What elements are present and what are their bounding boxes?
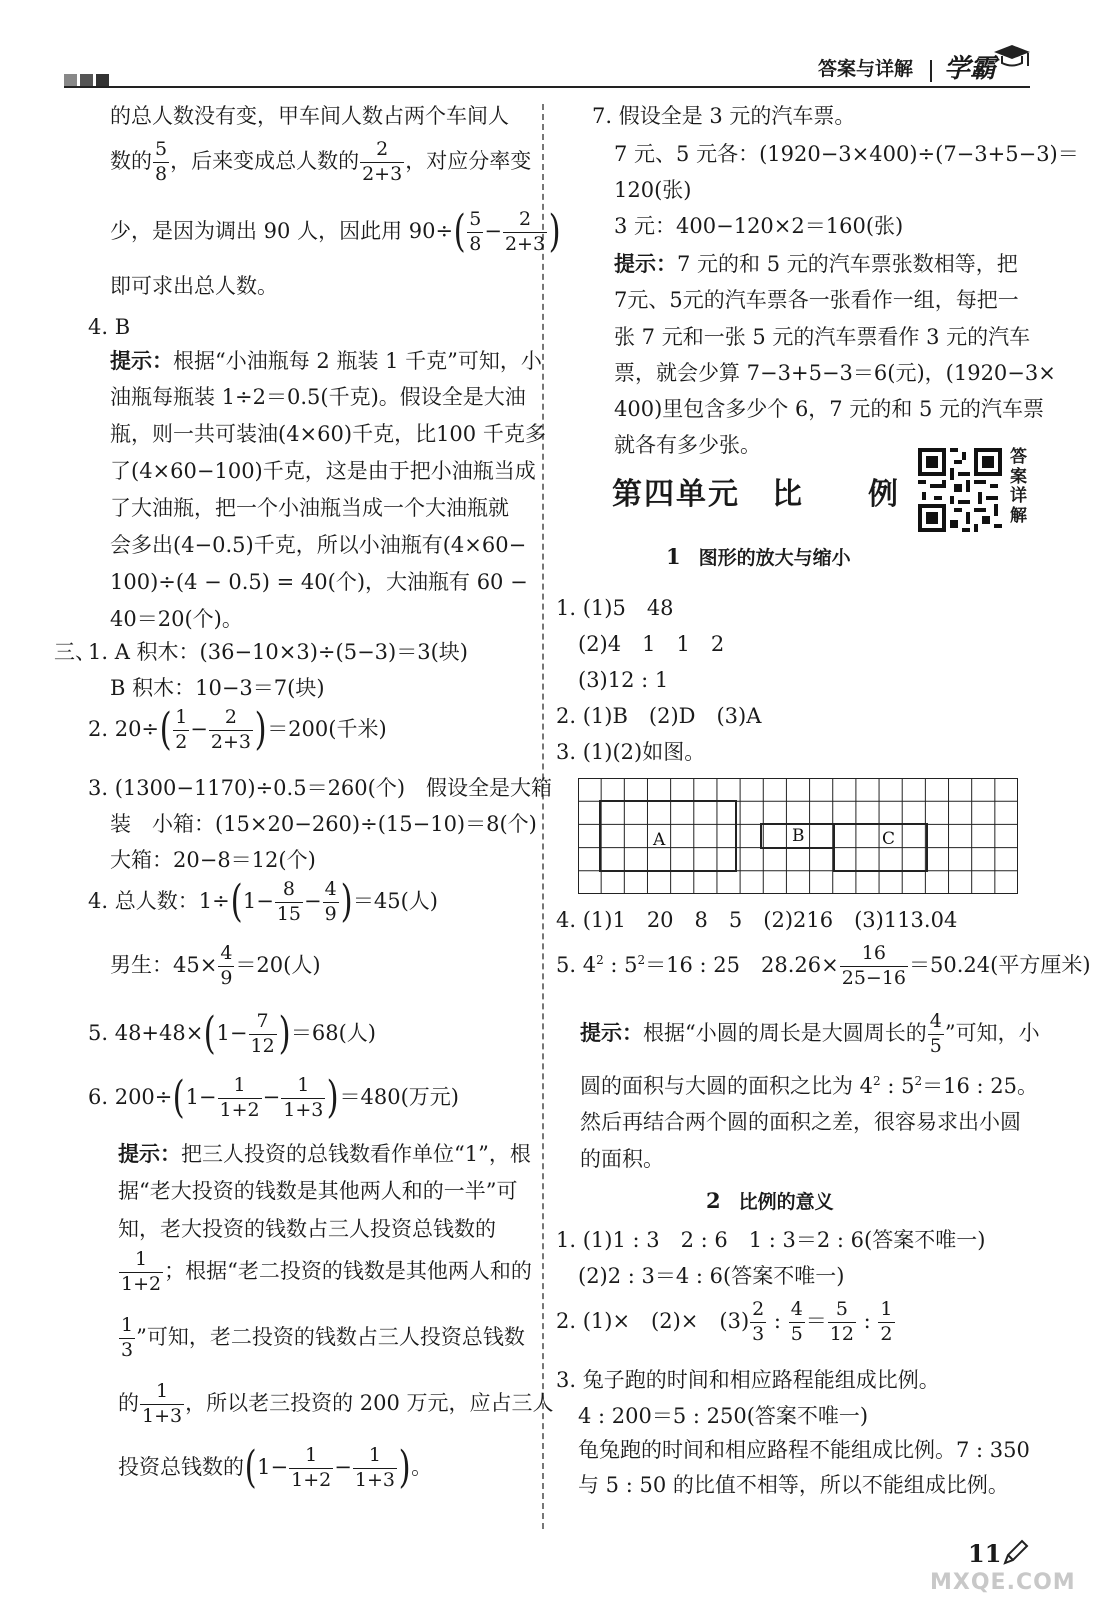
q4-hint-line-5: 了大油瓶，把一个小油瓶当成一个大油瓶就 bbox=[110, 496, 509, 520]
header-brand-text: 答案与详解 bbox=[818, 58, 914, 80]
left-p2: 数的 $\frac{5}{8}$ ，后来变成总人数的 $\frac{2}{2+3}$ ，对应分率变 bbox=[110, 138, 532, 185]
qr-code-icon[interactable] bbox=[918, 448, 1002, 532]
s3-q1-line-2: B 积木：10−3＝7(块) bbox=[110, 676, 325, 700]
section-1-heading: 1 图形的放大与缩小 bbox=[666, 544, 851, 569]
s1-q3: 3. (1)(2)如图。 bbox=[556, 740, 706, 764]
q4-hint-line-7: 100)÷(4 − 0.5) = 40(个)，大油瓶有 60 − bbox=[110, 570, 528, 594]
q4-answer: 4. B bbox=[88, 315, 131, 339]
s1-q1-line-3: (3)12 : 1 bbox=[578, 668, 669, 692]
s3-q4-line-1: 4. 总人数：1÷(1− $\frac{8}{15}$ − $\frac{4}{9}$ )＝45(人) bbox=[88, 876, 438, 928]
left-p4: 即可求出总人数。 bbox=[110, 274, 278, 298]
graduation-cap-icon bbox=[990, 42, 1032, 72]
grid-figure bbox=[578, 778, 1018, 894]
s3-q2: 2. 20÷( $\frac{1}{2}$ − $\frac{2}{2+3}$ )＝200(千米) bbox=[88, 704, 387, 756]
label-B: B bbox=[792, 826, 805, 846]
s1-q1-line-2: (2)4 1 1 2 bbox=[578, 632, 725, 656]
q4-hint-line-8: 40＝20(个)。 bbox=[110, 607, 243, 631]
q7-line-1: 7 元、5 元各：(1920−3×400)÷(7−3+5−3)＝ bbox=[614, 142, 1079, 166]
q4-hint-line-6: 会多出(4−0.5)千克，所以小油瓶有(4×60− bbox=[110, 533, 527, 557]
label-A: A bbox=[653, 830, 666, 850]
q7-hint-line-2: 7元、5元的汽车票各一张看作一组，每把一 bbox=[614, 288, 1019, 312]
s1-q1-line-1: 1. (1)5 48 bbox=[556, 596, 674, 620]
s3-q1-line-1: 1. A 积木：(36−10×3)÷(5−3)＝3(块) bbox=[88, 640, 468, 664]
s2-q1-line-1: 1. (1)1 : 3 2 : 6 1 : 3＝2 : 6(答案不唯一) bbox=[556, 1228, 986, 1252]
s1-q5: 5. $4^2$ : $5^2=16$ : 25 28.26× $\frac{16}{25-16}$ ＝50.24(平方厘米) bbox=[556, 942, 1091, 989]
q4-hint-line-3: 瓶，则一共可装油(4×60)千克，比100 千克多 bbox=[110, 422, 546, 446]
watermark: MXQE.COM bbox=[930, 1570, 1076, 1595]
q5-hint-line-3: 然后再结合两个圆的面积之差，很容易求出小圆 bbox=[580, 1110, 1021, 1134]
q4-hint-line-4: 了(4×60−100)千克，这是由于把小油瓶当成 bbox=[110, 459, 536, 483]
left-p3: 少，是因为调出 90 人，因此用 90÷( $\frac{5}{8}$ − $\frac{2}{2+3}$ ) bbox=[110, 206, 561, 258]
q6-hint-line-7: 投资总钱数的(1− $\frac{1}{1+2}$ − $\frac{1}{1+3}$ )。 bbox=[118, 1442, 433, 1494]
s3-q4-line-2: 男生：45× $\frac{4}{9}$ ＝20(人) bbox=[110, 942, 321, 989]
s1-q2: 2. (1)B (2)D (3)A bbox=[556, 704, 762, 728]
q6-hint-line-1: 提示：把三人投资的总钱数看作单位“1”，根 bbox=[118, 1141, 531, 1166]
q6-hint-line-4: $\frac{1}{1+2}$ ；根据“老二投资的钱数是其他两人和的 bbox=[121, 1248, 532, 1295]
q7-line-3: 3 元：400−120×2＝160(张) bbox=[614, 214, 904, 238]
s3-q3-line-1: 3. (1300−1170)÷0.5＝260(个) 假设全是大箱 bbox=[88, 776, 553, 800]
q7-hint-line-4: 票，就会少算 7−3+5−3＝6(元)，(1920−3× bbox=[614, 361, 1056, 385]
rect-A bbox=[600, 801, 736, 871]
q7-hint-line-5: 400)里包含多少个 6，7 元的和 5 元的汽车票 bbox=[614, 397, 1045, 421]
q6-hint-line-6: 的 $\frac{1}{1+3}$ ，所以老三投资的 200 万元，应占三人 bbox=[118, 1380, 554, 1427]
q5-hint-line-4: 的面积。 bbox=[580, 1147, 664, 1171]
section-2-heading: 2 比例的意义 bbox=[706, 1188, 834, 1213]
q7-hint-line-3: 张 7 元和一张 5 元的汽车票看作 3 元的汽车 bbox=[614, 325, 1031, 349]
header-rule bbox=[64, 86, 1030, 88]
unit-title: 第四单元 比 例 bbox=[612, 477, 900, 512]
q6-hint-line-5: $\frac{1}{3}$ ”可知，老二投资的钱数占三人投资总钱数 bbox=[121, 1314, 525, 1361]
s2-q3-line-3: 龟兔跑的时间和相应路程不能组成比例。7 : 350 bbox=[578, 1438, 1030, 1462]
s3-q3-line-3: 大箱：20−8＝12(个) bbox=[110, 848, 316, 872]
q7-title: 7. 假设全是 3 元的汽车票。 bbox=[592, 104, 856, 128]
q4-hint-line-1: 提示：根据“小油瓶每 2 瓶装 1 千克”可知，小 bbox=[110, 348, 542, 373]
q4-hint-line-2: 油瓶每瓶装 1÷2＝0.5(千克)。假设全是大油 bbox=[110, 385, 526, 409]
left-p1: 的总人数没有变，甲车间人数占两个车间人 bbox=[110, 104, 509, 128]
s2-q1-line-2: (2)2 : 3＝4 : 6(答案不唯一) bbox=[578, 1264, 845, 1288]
q7-hint-line-1: 提示：7 元的和 5 元的汽车票张数相等，把 bbox=[614, 251, 1018, 276]
s3-q6: 6. 200÷(1− $\frac{1}{1+2}$ − $\frac{1}{1+3}$ )＝480(万元) bbox=[88, 1072, 459, 1124]
q6-hint-line-2: 据“老大投资的钱数是其他两人和的一半”可 bbox=[118, 1179, 518, 1203]
q5-hint-line-1: 提示：根据“小圆的周长是大圆周长的 $\frac{4}{5}$ ”可知，小 bbox=[580, 1010, 1040, 1057]
q5-hint-line-2: 圆的面积与大圆的面积之比为 $4^2$ : $5^2=16$ : 25。 bbox=[580, 1074, 1038, 1098]
s3-q3-line-2: 装 小箱：(15×20−260)÷(15−10)＝8(个) bbox=[110, 812, 537, 836]
column-divider bbox=[542, 104, 544, 1529]
s3-q5: 5. 48+48×(1− $\frac{7}{12}$ )＝68(人) bbox=[88, 1008, 376, 1060]
s2-q3-line-2: 4 : 200＝5 : 250(答案不唯一) bbox=[578, 1404, 869, 1428]
q7-line-2: 120(张) bbox=[614, 178, 692, 202]
label-C: C bbox=[882, 829, 896, 849]
q6-hint-line-3: 知，老大投资的钱数占三人投资总钱数的 bbox=[118, 1217, 496, 1241]
header-divider bbox=[930, 60, 932, 82]
section-3-label: 三、 bbox=[54, 640, 96, 664]
s1-q4: 4. (1)1 20 8 5 (2)216 (3)113.04 bbox=[556, 908, 958, 932]
s2-q3-line-1: 3. 兔子跑的时间和相应路程能组成比例。 bbox=[556, 1368, 940, 1392]
qr-caption: 答案详解 bbox=[1010, 447, 1027, 526]
q7-hint-line-6: 就各有多少张。 bbox=[614, 433, 761, 457]
pencil-icon bbox=[1000, 1538, 1030, 1568]
s2-q2: 2. (1)× (2)× (3) $\frac{2}{3}$ : $\frac{4}{5}$ ＝ $\frac{5}{12}$ : $\frac{1}{2}$ bbox=[556, 1298, 893, 1345]
header-brand-logo: 学霸 bbox=[944, 54, 997, 84]
s2-q3-line-4: 与 5 : 50 的比值不相等，所以不能组成比例。 bbox=[578, 1473, 1009, 1497]
page-number: 11 bbox=[968, 1539, 1002, 1568]
